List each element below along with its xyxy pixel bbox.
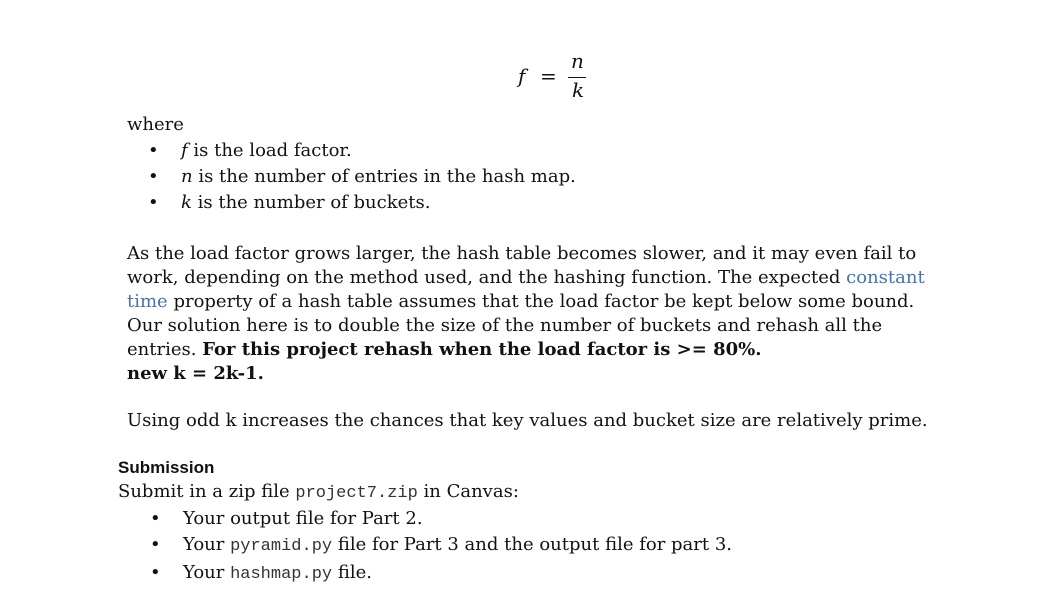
definition-symbol: n (181, 166, 193, 187)
load-factor-paragraph (127, 242, 947, 386)
constant-time-link-continued[interactable]: time (127, 291, 168, 312)
definition-symbol: f (181, 140, 188, 161)
paragraph-line: Our solution here is to double the size of the number of buckets and rehash all the (127, 315, 883, 336)
load-factor-formula (515, 46, 585, 106)
definition-text: is the number of entries in the hash map. (192, 166, 576, 187)
paragraph-text: property of a hash table assumes that the load factor be kept below some bound. (167, 291, 915, 312)
submission-item-text: file. (332, 562, 372, 583)
paragraph-line (127, 290, 947, 314)
rehash-rule: For this project rehash when the load factor is >= 80%. (202, 339, 762, 360)
paragraph-line (127, 266, 947, 290)
paragraph-text: entries. (127, 339, 203, 360)
formula-equals: = (540, 64, 557, 88)
submission-item-text: file for Part 3 and the output file for part 3. (332, 534, 733, 555)
odd-k-paragraph: Using odd k increases the chances that key values and bucket size are relatively prime. (127, 410, 928, 431)
paragraph-line (127, 338, 947, 362)
submission-item-text: Your output file for Part 2. (183, 508, 423, 529)
submission-item (150, 506, 732, 532)
submission-filename: pyramid.py (230, 537, 333, 556)
submission-item (150, 560, 732, 588)
submission-item-text: Your (183, 562, 231, 583)
submission-item-text: Your (183, 534, 231, 555)
constant-time-link[interactable]: constant (846, 267, 925, 288)
new-k-rule: new k = 2k-1. (127, 363, 264, 384)
formula-denominator: k (572, 78, 585, 102)
submission-intro-text: Submit in a zip file (118, 481, 296, 502)
submission-list (150, 506, 732, 588)
definition-item (148, 164, 576, 190)
zip-filename: project7.zip (295, 484, 418, 503)
definition-item (148, 190, 576, 216)
paragraph-text: work, depending on the method used, and the hashing function. The expected (127, 267, 847, 288)
definition-symbol: k (181, 192, 192, 213)
formula-lhs: f (518, 64, 526, 88)
paragraph-line: As the load factor grows larger, the hash table becomes slower, and it may even fail to (127, 243, 917, 264)
definition-text: is the load factor. (187, 140, 352, 161)
submission-filename: hashmap.py (230, 565, 333, 584)
definition-list (148, 138, 576, 216)
submission-intro (118, 479, 519, 507)
where-label: where (127, 114, 184, 135)
definition-item (148, 138, 576, 164)
submission-intro-text: in Canvas: (417, 481, 519, 502)
definition-text: is the number of buckets. (191, 192, 431, 213)
submission-heading: Submission (118, 458, 215, 477)
submission-item (150, 532, 732, 560)
formula-numerator: n (571, 49, 584, 73)
